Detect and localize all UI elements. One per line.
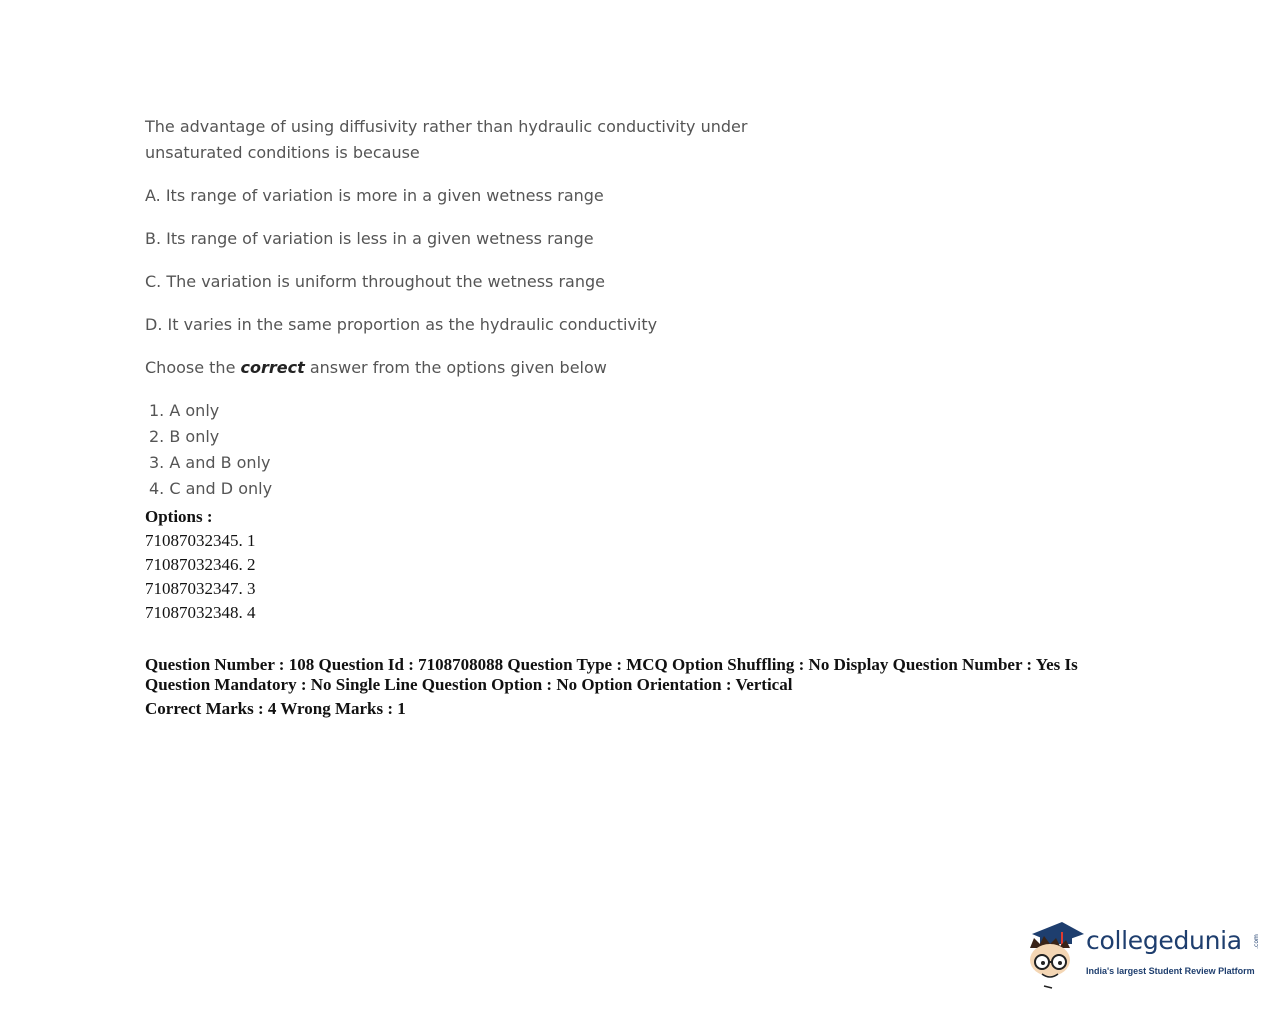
choose-suffix: answer from the options given below [304,358,607,377]
options-section [145,505,256,625]
option-row: 71087032347. 3 [145,579,256,598]
answer-item: 3. A and B only [149,453,271,472]
statement-b: B. Its range of variation is less in a given wetness range [145,229,594,248]
options-title: Options : [145,507,213,526]
option-row: 71087032346. 2 [145,555,256,574]
choose-instruction [145,355,845,381]
question-meta [145,655,1120,719]
answer-item: 2. B only [149,427,220,446]
answer-item: 1. A only [149,401,220,420]
statement-a: A. Its range of variation is more in a given wetness range [145,186,604,205]
answer-item: 4. C and D only [149,479,273,498]
statement-d: D. It varies in the same proportion as the hydraulic conductivity [145,315,658,334]
logo-tagline: India's largest Student Review Platform [1086,966,1255,976]
statement-c: C. The variation is uniform throughout the wetness range [145,272,605,291]
marks-line: Correct Marks : 4 Wrong Marks : 1 [145,699,406,718]
option-row: 71087032345. 1 [145,531,256,550]
question-block [145,114,845,502]
question-stem: The advantage of using diffusivity rather than hydraulic conductivity under unsaturated conditions is because [145,117,748,162]
logo-name: collegedunia [1086,926,1242,955]
answer-list [145,398,845,502]
choose-emphasis: correct [240,358,305,377]
collegedunia-logo [1026,918,1266,990]
choose-prefix: Choose the [145,358,241,377]
option-row: 71087032348. 4 [145,603,256,622]
question-meta-line: Question Number : 108 Question Id : 7108708088 Question Type : MCQ Option Shuffling : No Display Question Number : Yes Is Question Mandatory : No Single Line Question Option : No Option Orientation : Vertical [145,655,1078,694]
mascot-icon [1026,918,1084,990]
logo-domain: .com [1252,934,1260,949]
